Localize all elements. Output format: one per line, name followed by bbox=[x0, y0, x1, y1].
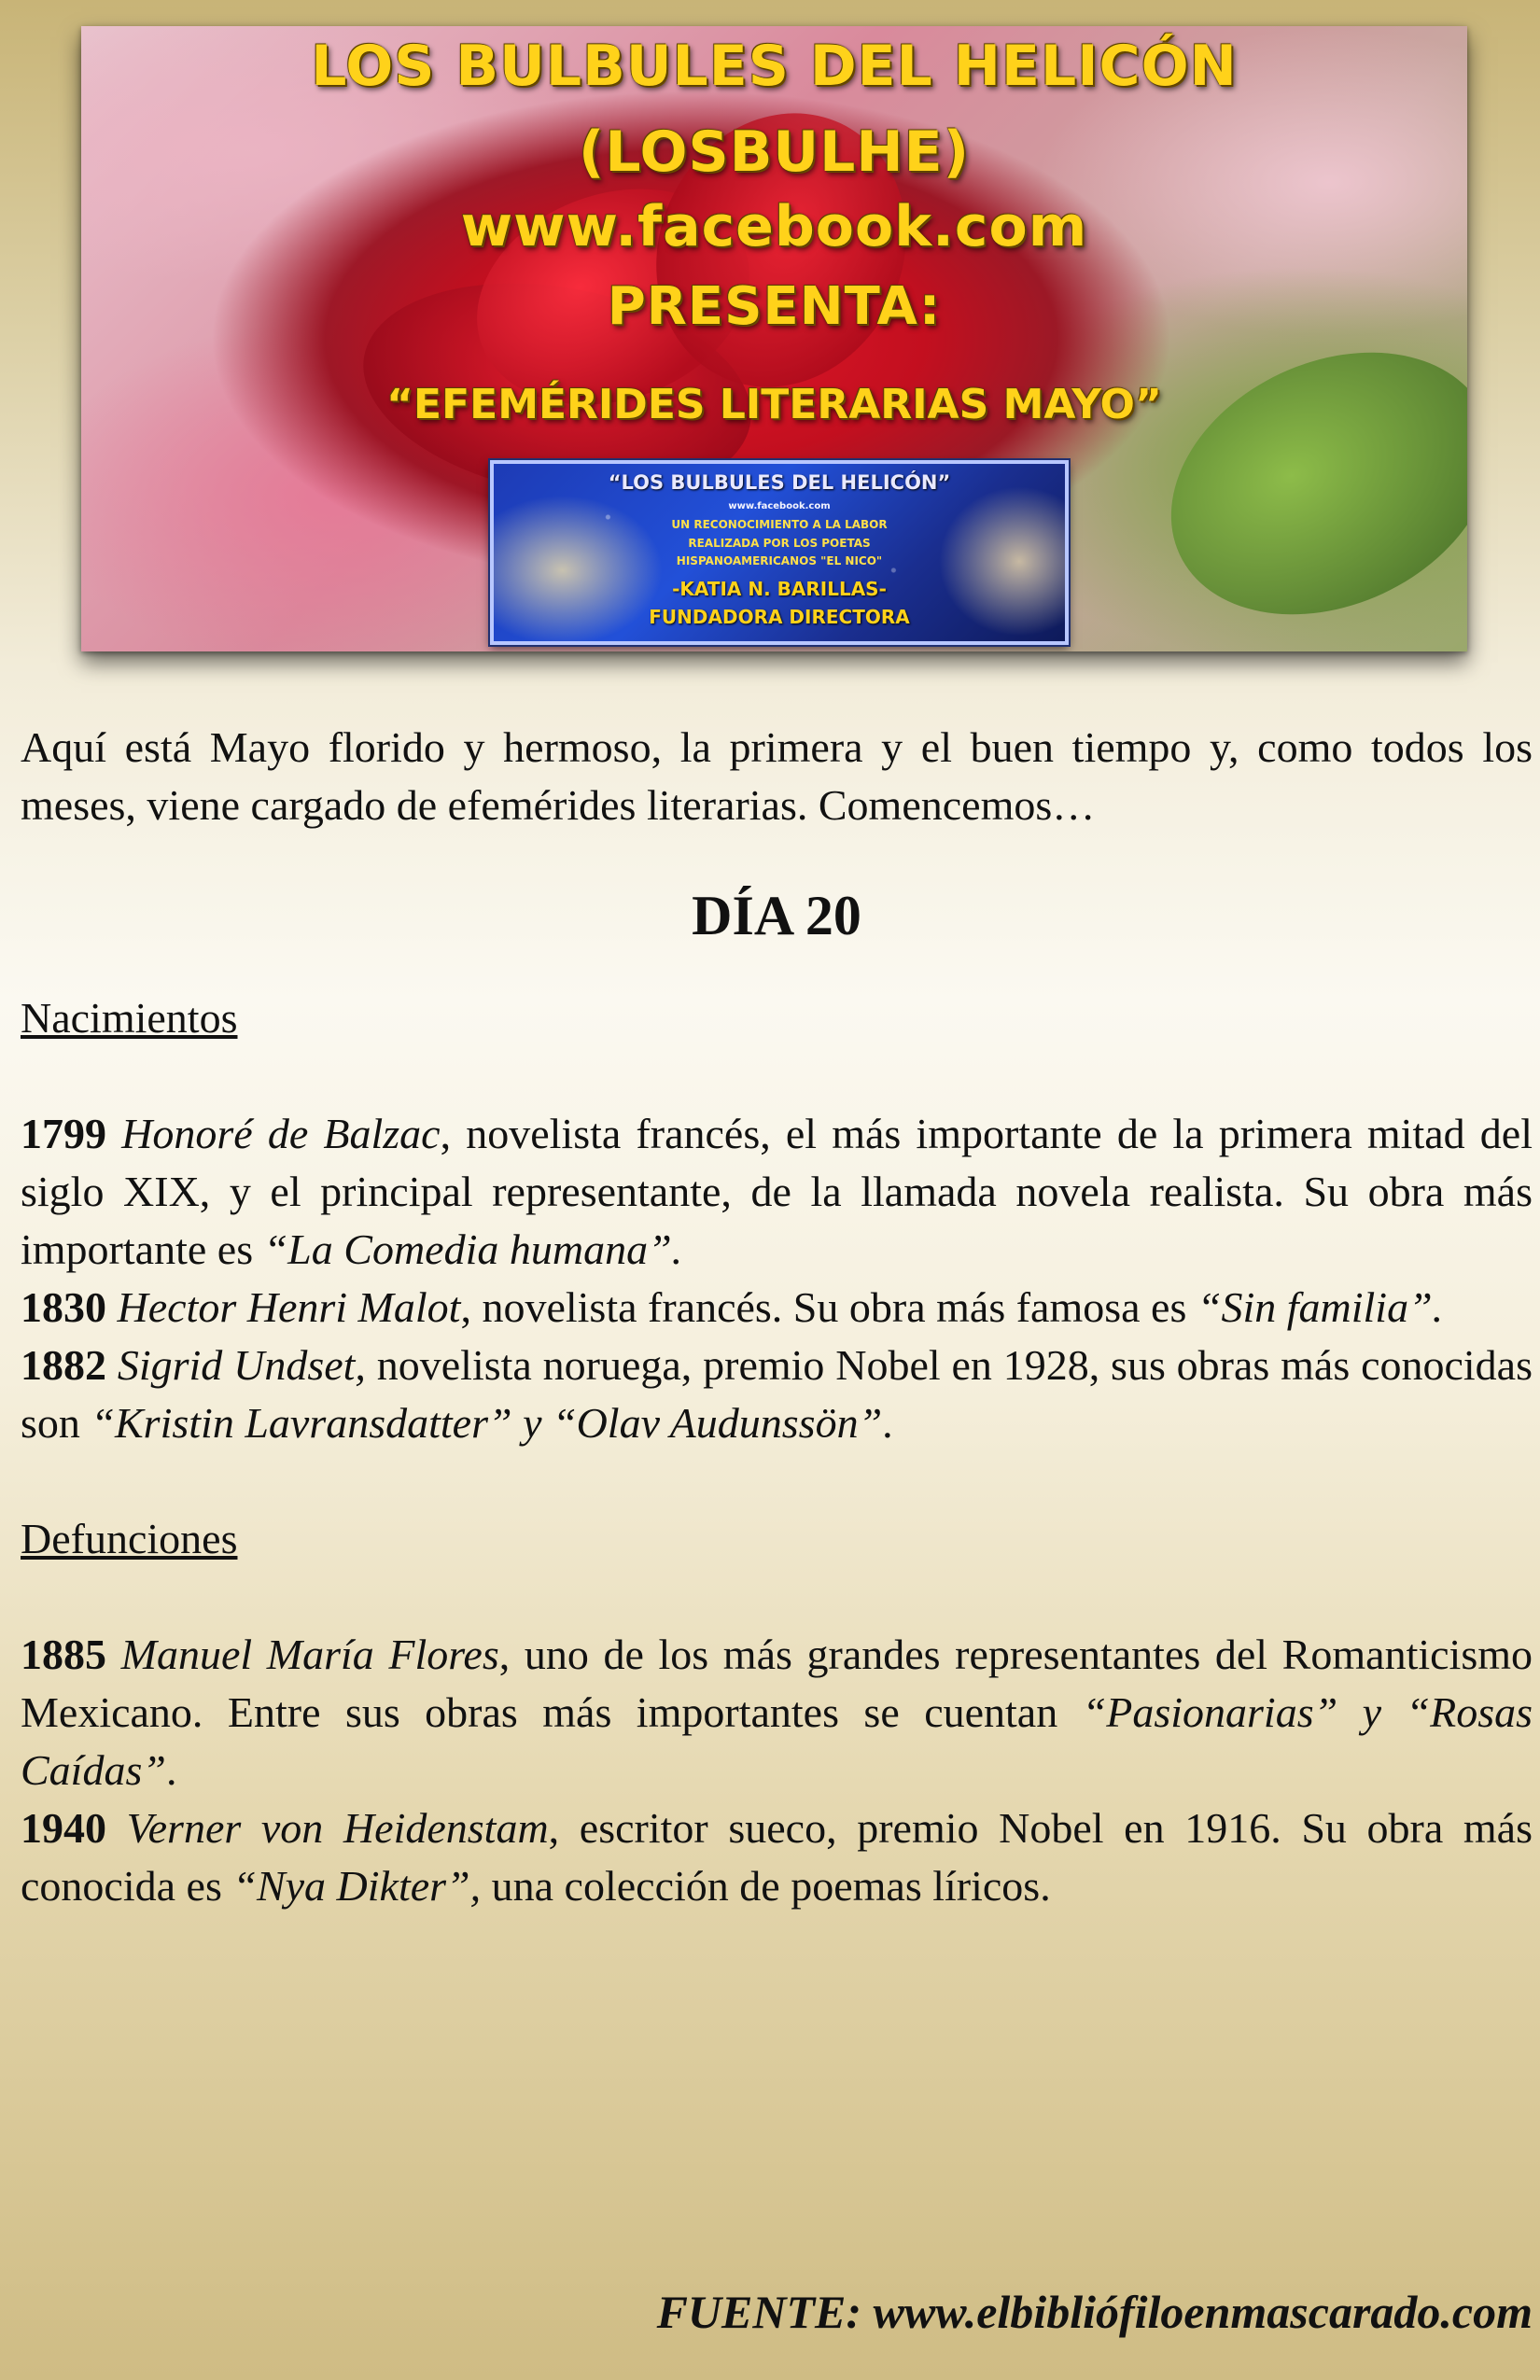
list-item bbox=[21, 1279, 1533, 1337]
badge-line: REALIZADA POR LOS POETAS bbox=[688, 537, 871, 550]
deaths-heading: Defunciones bbox=[21, 1515, 238, 1562]
entry-work: “Kristin Lavransdatter” y “Olav Audunssön” bbox=[91, 1399, 883, 1447]
entry-author: Sigrid Undset, bbox=[117, 1341, 366, 1389]
entry-year: 1885 bbox=[21, 1631, 106, 1678]
badge-line: HISPANOAMERICANOS "EL NICO" bbox=[676, 554, 883, 567]
leaf-shape bbox=[1128, 302, 1467, 651]
source-credit: FUENTE: www.elbibliófiloenmascarado.com bbox=[656, 2286, 1533, 2338]
article-body bbox=[21, 719, 1533, 1915]
entry-work: “La Comedia humana”. bbox=[263, 1225, 683, 1273]
entry-text-end: . bbox=[882, 1399, 893, 1447]
deaths-list bbox=[21, 1626, 1533, 1915]
entry-year: 1940 bbox=[21, 1804, 106, 1852]
group-badge bbox=[490, 460, 1069, 645]
entry-year: 1799 bbox=[21, 1110, 106, 1157]
header-banner bbox=[81, 26, 1467, 651]
births-list bbox=[21, 1105, 1533, 1452]
badge-founder-role: FUNDADORA DIRECTORA bbox=[649, 606, 910, 628]
entry-text-end: . bbox=[165, 1746, 177, 1794]
badge-founder-name: -KATIA N. BARILLAS- bbox=[672, 578, 887, 600]
banner-subtitle: (LOSBULHE) bbox=[578, 119, 971, 185]
badge-title: “LOS BULBULES DEL HELICÓN” bbox=[608, 471, 951, 494]
spacer bbox=[21, 1452, 1533, 1510]
entry-author: Hector Henri Malot bbox=[117, 1283, 461, 1331]
entry-text: , novelista francés. Su obra más famosa es bbox=[460, 1283, 1197, 1331]
entry-text: , escritor sueco, premio Nobel en 1916. Su obra más conocida es bbox=[21, 1804, 1533, 1910]
banner-presenta: PRESENTA: bbox=[607, 276, 942, 337]
list-item bbox=[21, 1799, 1533, 1915]
entry-work: “Sin familia”. bbox=[1197, 1283, 1444, 1331]
entry-author: Manuel María Flores bbox=[120, 1631, 499, 1678]
banner-topic: “EFEMÉRIDES LITERARIAS MAYO” bbox=[386, 381, 1162, 428]
list-item bbox=[21, 1105, 1533, 1279]
banner-url: www.facebook.com bbox=[460, 194, 1088, 259]
entry-work: “Nya Dikter”, bbox=[232, 1862, 482, 1910]
births-heading: Nacimientos bbox=[21, 994, 238, 1042]
entry-author: Honoré de Balzac bbox=[121, 1110, 441, 1157]
entry-year: 1882 bbox=[21, 1341, 106, 1389]
entry-text: , novelista francés, el más importante de la primera mitad del siglo XIX, y el principal representante, de la llamada novela realista. Su obra más importante es bbox=[21, 1110, 1533, 1273]
entry-text-end: una colección de poemas líricos. bbox=[481, 1862, 1051, 1910]
banner-title: LOS BULBULES DEL HELICÓN bbox=[311, 34, 1238, 99]
list-item bbox=[21, 1626, 1533, 1799]
day-heading: DÍA 20 bbox=[692, 885, 861, 946]
entry-text: novelista noruega, premio Nobel en 1928, sus obras más conocidas son bbox=[21, 1341, 1533, 1447]
entry-year: 1830 bbox=[21, 1283, 106, 1331]
entry-work: “Pasionarias” y “Rosas Caídas” bbox=[21, 1688, 1533, 1794]
badge-url: www.facebook.com bbox=[728, 501, 831, 511]
badge-line: UN RECONOCIMIENTO A LA LABOR bbox=[671, 518, 888, 531]
entry-text: , uno de los más grandes representantes del Romanticismo Mexicano. Entre sus obras más importantes se cuentan bbox=[21, 1631, 1533, 1736]
entry-author: Verner von Heidenstam bbox=[126, 1804, 549, 1852]
list-item bbox=[21, 1337, 1533, 1452]
intro-paragraph: Aquí está Mayo florido y hermoso, la primera y el buen tiempo y, como todos los meses, viene cargado de efemérides literarias. Comencemos… bbox=[21, 723, 1533, 829]
